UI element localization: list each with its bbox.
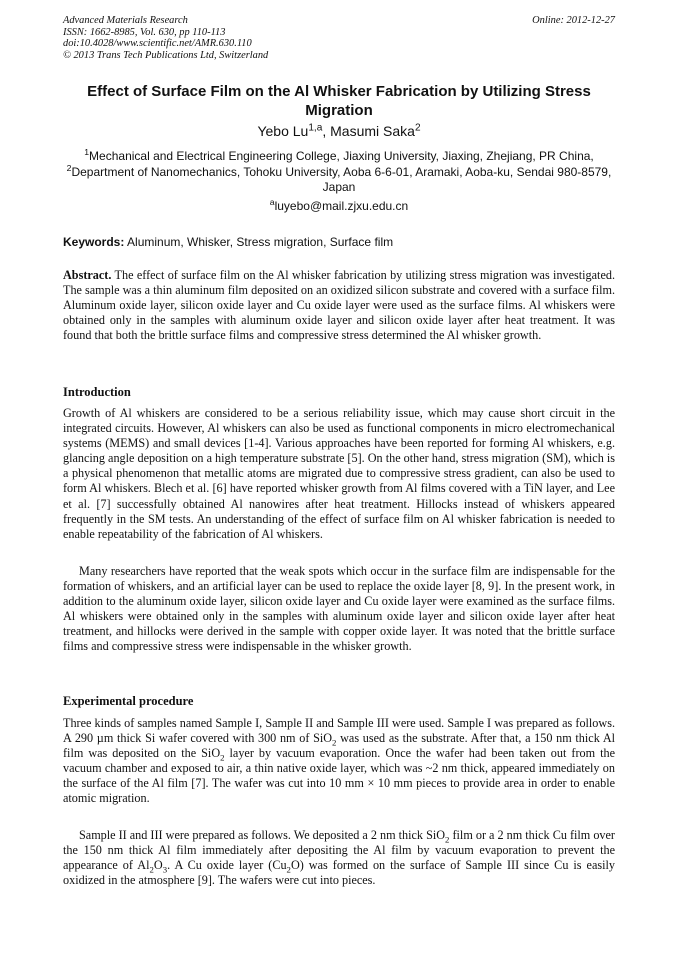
author-name: Yebo Lu xyxy=(257,123,309,139)
paragraph-text: was used as the substrate. After that, a 150 nm thick Al film was deposited on the SiO xyxy=(63,731,616,761)
journal-copyright: © 2013 Trans Tech Publications Ltd, Switzerland xyxy=(63,49,269,61)
subscript: 2 xyxy=(220,752,225,763)
introduction-paragraph-1: Growth of Al whiskers are considered to be a serious reliability issue, which may cause short circuit in the integrated circuits. However, Al whiskers can also be used as functional components in micro electromechanical systems (MEMS) and small devices [1-4]. Various approaches have been reported for forming Al whiskers, e.g. glancing angle deposition on a high temperature substrate [5]. On the other hand, stress migration (SM), which is a physical phenomenon that metallic atoms are migrated due to compressive stress gradient, can also be used to form Al whiskers. Blech et al. [6] have reported whisker growth from Al films covered with a TiN layer, and Lee et al. [7] successfully obtained Al nanowires after heat treatment. Hillocks instead of whiskers appeared frequently in the SM tests. An understanding of the effect of surface film on Al whisker fabrication is needed to enable repeatability of the fabrication of Al whiskers. xyxy=(63,406,615,541)
paper-title: Effect of Surface Film on the Al Whisker Fabrication by Utilizing Stress Migration xyxy=(87,83,591,119)
email-superscript: a xyxy=(269,197,275,207)
subscript: 2 xyxy=(149,864,154,875)
experimental-paragraph-1 xyxy=(63,716,615,807)
affiliation-superscript: 2 xyxy=(66,162,72,173)
online-date: Online: 2012-12-27 xyxy=(532,15,615,26)
introduction-paragraph-2: Many researchers have reported that the weak spots which occur in the surface film are indispensable for the formation of whiskers, and an artificial layer can be used to replace the oxide layer [8, 9]. In the present work, in addition to the aluminum oxide layer, silicon oxide layer and Cu oxide layer were examined as the surface films. Al whiskers were obtained only in the samples with aluminum oxide layer and silicon oxide layer after heat treatment, and hillocks were derived in the sample with copper oxide layer. It was noted that the brittle surface films and compressive stress were indispensable in the whisker growth. xyxy=(63,564,615,654)
paragraph-text: Sample II and III were prepared as follows. We deposited a 2 nm thick SiO xyxy=(79,828,446,842)
abstract xyxy=(63,268,615,343)
abstract-label: Abstract. xyxy=(63,268,112,282)
journal-name: Advanced Materials Research xyxy=(63,15,188,26)
section-heading-introduction: Introduction xyxy=(63,385,131,399)
affiliations xyxy=(63,149,615,196)
email-address: luyebo@mail.zjxu.edu.cn xyxy=(274,199,409,213)
author-list xyxy=(63,122,615,140)
journal-header xyxy=(63,15,615,61)
paragraph-text: O) was formed on the surface of Sample III since Cu is easily oxidized in the atmosphere [9]. The wafers were cut into pieces. xyxy=(63,858,615,888)
keywords-text: Aluminum, Whisker, Stress migration, Surface film xyxy=(124,235,394,249)
affiliation-text: Department of Nanomechanics, Tohoku University, Aoba 6-6-01, Aramaki, Aoba-ku, Sendai 980-8579, Japan xyxy=(71,164,612,194)
section-heading-experimental: Experimental procedure xyxy=(63,694,194,708)
author-email xyxy=(63,199,615,214)
subscript: 3 xyxy=(162,864,168,875)
affiliation-2 xyxy=(63,162,615,196)
paragraph-text: film or a 2 nm thick Cu film over the 150 nm thick Al film immediately after depositing the Al film by vacuum evaporation to prevent the appearance of Al xyxy=(63,828,615,873)
keywords xyxy=(63,235,615,250)
experimental-paragraph-2 xyxy=(63,828,615,888)
journal-issn: ISSN: 1662-8985, Vol. 630, pp 110-113 xyxy=(63,26,226,38)
affiliation-text: Mechanical and Electrical Engineering College, Jiaxing University, Jiaxing, Zhejiang, PR China, xyxy=(89,149,594,163)
journal-doi: doi:10.4028/www.scientific.net/AMR.630.110 xyxy=(63,38,252,50)
paragraph-text: O xyxy=(153,858,163,873)
author-superscript: 2 xyxy=(414,122,421,134)
paragraph-text: . A Cu oxide layer (Cu xyxy=(167,858,287,873)
author-separator: , xyxy=(322,123,331,139)
abstract-text: The effect of surface film on the Al whisker fabrication by utilizing stress migration was investigated. The sample was a thin aluminum film deposited on an oxidized silicon substrate and covered with a surface film. Aluminum oxide layer, silicon oxide layer and Cu oxide layer were used as the surface films. Al whiskers were obtained only in the samples with aluminum oxide layer and silicon oxide layer after heat treatment. It was found that both the brittle surface films and compressive stress determined the Al whisker growth. xyxy=(63,268,615,343)
affiliation-1 xyxy=(63,149,615,165)
author-name: Masumi Saka xyxy=(330,123,415,139)
paragraph-text: Three kinds of samples named Sample I, Sample II and Sample III were used. Sample I was prepared as follows. A 290 µm thick Si wafer covered with 300 nm of SiO xyxy=(63,716,615,746)
subscript: 2 xyxy=(445,834,450,845)
author-superscript: 1,a xyxy=(308,122,323,134)
subscript: 2 xyxy=(286,864,291,875)
affiliation-superscript: 1 xyxy=(84,147,90,157)
paragraph-text: layer by vacuum evaporation. Once the wafer had been taken out from the vacuum chamber and exposed to air, a thin native oxide layer, which was ~2 nm thick, appeared immediately on the surface of the Al film [7]. The wafer was cut into 10 mm × 10 mm pieces to provide area in order to enable atomic migration. xyxy=(63,746,615,806)
subscript: 2 xyxy=(332,737,337,748)
keywords-label: Keywords: xyxy=(63,235,125,249)
